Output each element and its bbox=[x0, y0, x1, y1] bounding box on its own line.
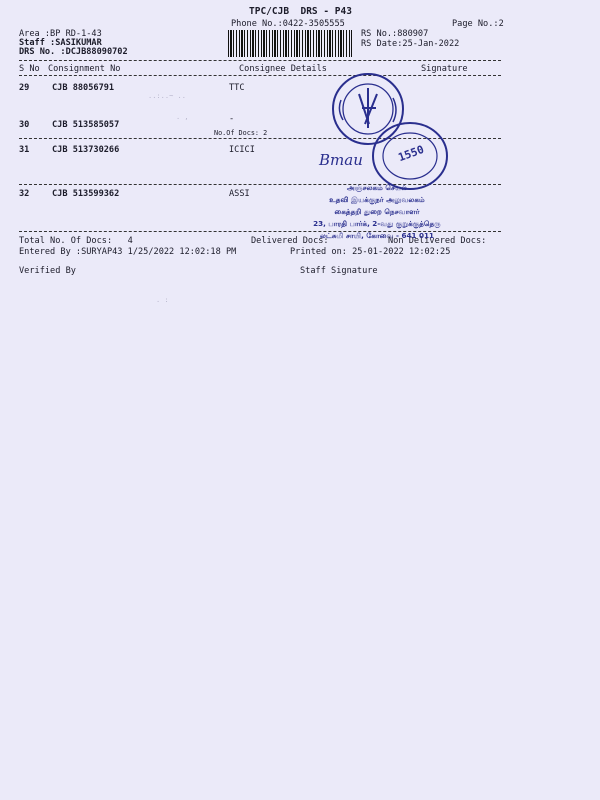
scan-noise: . , bbox=[176, 113, 189, 121]
column-header-signature: Signature bbox=[421, 64, 468, 74]
address-line: உதவி இயக்குநர் அலுவலகம் bbox=[329, 195, 425, 204]
address-stamp bbox=[287, 182, 467, 242]
address-line: அஞ்சலகம் செயல் bbox=[346, 183, 408, 192]
rs-date: RS Date:25-Jan-2022 bbox=[361, 39, 460, 49]
staff-name: Staff :SASIKUMAR bbox=[19, 38, 102, 48]
delivered-docs: Delivered Docs: bbox=[251, 236, 329, 246]
row-consignment: CJB 513585057 bbox=[52, 120, 120, 130]
handwritten-signature: Bmau bbox=[319, 151, 363, 169]
non-delivered-docs: Non Delivered Docs: bbox=[388, 236, 487, 246]
row-details: TTC bbox=[229, 83, 245, 93]
column-header-sno: S No bbox=[19, 64, 40, 74]
phone-number: Phone No.:0422-3505555 bbox=[231, 19, 345, 29]
address-line: 23, பாரதி பார்க், 2-வது குறுக்குத்தெரு bbox=[313, 219, 441, 228]
printed-on: Printed on: 25-01-2022 12:02:25 bbox=[290, 247, 451, 257]
stamp-number: 1550 bbox=[396, 142, 426, 165]
entered-by: Entered By :SURYAP43 1/25/2022 12:02:18 PM bbox=[19, 247, 237, 257]
row-details: ICICI bbox=[229, 145, 255, 155]
total-docs: Total No. Of Docs: 4 bbox=[19, 236, 133, 246]
verified-by: Verified By bbox=[19, 266, 76, 276]
barcode-image bbox=[228, 30, 352, 57]
row-consignment: CJB 513599362 bbox=[52, 189, 120, 199]
page-number: Page No.:2 bbox=[452, 19, 504, 29]
divider bbox=[19, 75, 501, 76]
column-header-details: Consignee Details bbox=[239, 64, 327, 74]
divider bbox=[19, 60, 501, 61]
row-details: - bbox=[229, 114, 235, 124]
address-line: லட்சுமி சாயி, கோவை - 641 011 bbox=[320, 231, 434, 240]
scan-noise: . : bbox=[156, 296, 169, 304]
rs-number: RS No.:880907 bbox=[361, 29, 429, 39]
row-sno: 29 bbox=[19, 83, 30, 93]
row-sno: 30 bbox=[19, 120, 30, 130]
row-sno: 32 bbox=[19, 189, 30, 199]
row-sno: 31 bbox=[19, 145, 30, 155]
staff-signature-label: Staff Signature bbox=[300, 266, 378, 276]
row-consignment: CJB 88056791 bbox=[52, 83, 115, 93]
drs-number: DRS No. :DCJB88090702 bbox=[19, 47, 128, 57]
report-title: TPC/CJB DRS - P43 bbox=[249, 6, 352, 17]
row-consignment: CJB 513730266 bbox=[52, 145, 120, 155]
address-line: கைத்தறி துறை நெசவாளர் bbox=[334, 207, 420, 216]
row-doc-count: No.Of Docs: 2 bbox=[214, 129, 268, 137]
row-details: ASSI bbox=[229, 189, 250, 199]
scan-noise: ..:..~ .. bbox=[148, 92, 186, 100]
column-header-consignment: Consignment No bbox=[48, 64, 121, 74]
area-code: Area :BP RD-1-43 bbox=[19, 29, 102, 39]
